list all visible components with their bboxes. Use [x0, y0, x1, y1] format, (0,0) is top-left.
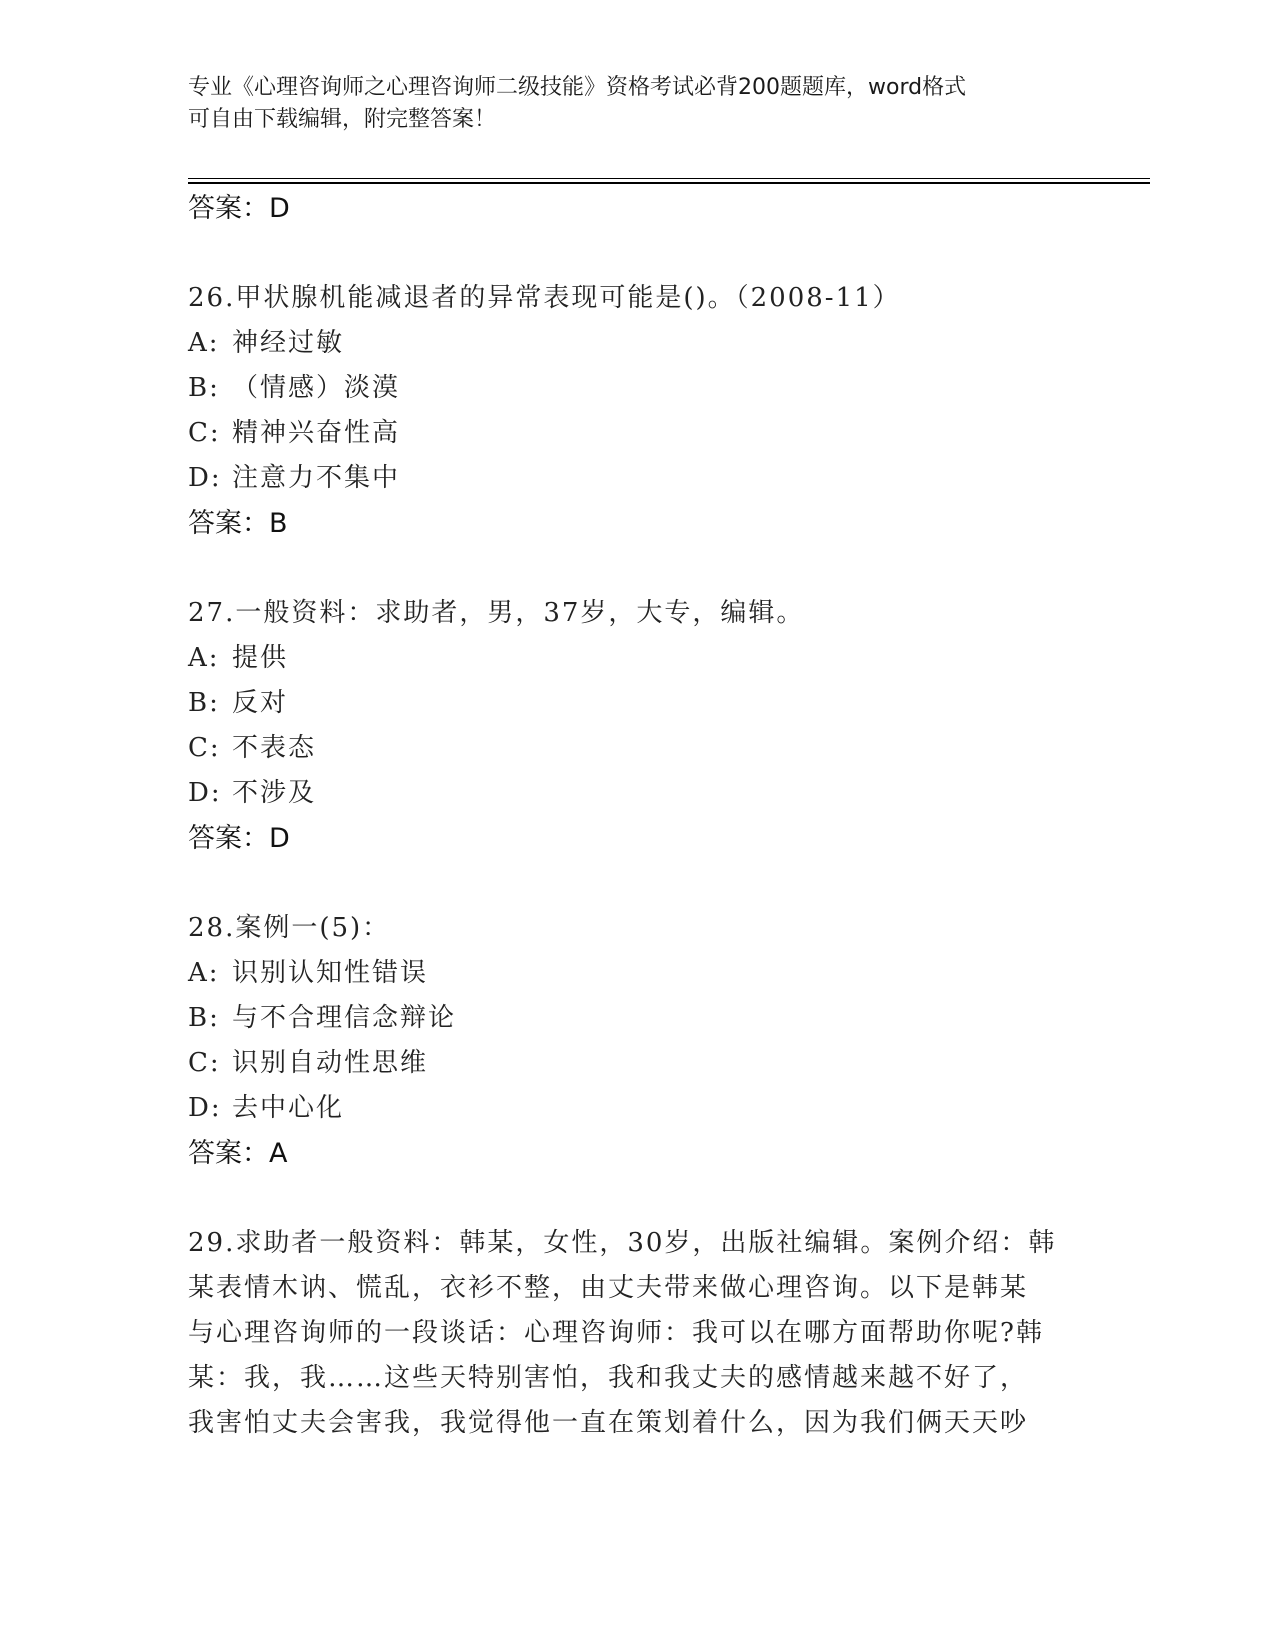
option-key: B:: [188, 688, 220, 718]
question-27: 27.一般资料：求助者，男，37岁，大专，编辑。: [188, 598, 805, 628]
question-29-line: 与心理咨询师的一段谈话：心理咨询师：我可以在哪方面帮助你呢?韩: [188, 1318, 1044, 1348]
option-key: B:: [188, 1003, 220, 1033]
option-text: 反对: [232, 688, 289, 718]
answer-line: 答案：D: [188, 823, 290, 854]
answer-line: 答案：D: [188, 193, 290, 224]
option-text: （情感）淡漠: [232, 373, 401, 403]
spacer: [188, 862, 1088, 906]
option-text: 不表态: [232, 733, 317, 763]
option-text: 识别认知性错误: [232, 958, 429, 988]
header-line-1: 专业《心理咨询师之心理咨询师二级技能》资格考试必背200题题库，word格式: [188, 75, 967, 100]
option-text: 精神兴奋性高: [232, 418, 401, 448]
option-c: [188, 726, 1088, 771]
option-key: D:: [188, 1093, 222, 1123]
spacer: [188, 232, 1088, 276]
question-29-line: 某：我，我……这些天特别害怕，我和我丈夫的感情越来越不好了，: [188, 1363, 1029, 1393]
option-text: 提供: [232, 643, 289, 673]
question-28: 28.案例一(5)：: [188, 913, 391, 943]
option-a: [188, 636, 1088, 681]
option-key: C:: [188, 1048, 221, 1078]
option-key: B:: [188, 373, 220, 403]
option-key: D:: [188, 463, 222, 493]
answer-line: 答案：B: [188, 508, 288, 539]
question-29-line: 某表情木讷、慌乱，衣衫不整，由丈夫带来做心理咨询。以下是韩某: [188, 1273, 1029, 1303]
option-b: [188, 681, 1088, 726]
question-29-line: 29.求助者一般资料：韩某，女性，30岁，出版社编辑。案例介绍：韩: [188, 1228, 1057, 1258]
option-text: 注意力不集中: [232, 463, 401, 493]
spacer: [188, 1177, 1088, 1221]
option-text: 去中心化: [232, 1093, 345, 1123]
header-rule-thin: [188, 178, 1150, 179]
header-line-2: 可自由下载编辑，附完整答案！: [188, 107, 497, 132]
option-c: [188, 1041, 1088, 1086]
option-key: C:: [188, 418, 221, 448]
page-content: [188, 186, 1088, 1446]
option-b: [188, 366, 1088, 411]
question-29-line: 我害怕丈夫会害我，我觉得他一直在策划着什么，因为我们俩天天吵: [188, 1408, 1029, 1438]
option-key: C:: [188, 733, 221, 763]
answer-line: 答案：A: [188, 1138, 288, 1169]
option-d: [188, 1086, 1088, 1131]
option-key: A:: [188, 958, 220, 988]
option-text: 不涉及: [232, 778, 317, 808]
option-b: [188, 996, 1088, 1041]
option-key: D:: [188, 778, 222, 808]
option-text: 与不合理信念辩论: [232, 1003, 457, 1033]
question-26: 26.甲状腺机能减退者的异常表现可能是()。（2008-11）: [188, 283, 901, 313]
option-key: A:: [188, 328, 220, 358]
option-d: [188, 456, 1088, 501]
question-29: [188, 1221, 1068, 1446]
option-text: 神经过敏: [232, 328, 345, 358]
option-c: [188, 411, 1088, 456]
option-text: 识别自动性思维: [232, 1048, 429, 1078]
option-a: [188, 951, 1088, 996]
document-header: [188, 72, 1068, 136]
option-d: [188, 771, 1088, 816]
option-a: [188, 321, 1088, 366]
header-rule-thick: [188, 182, 1150, 184]
spacer: [188, 547, 1088, 591]
option-key: A:: [188, 643, 220, 673]
